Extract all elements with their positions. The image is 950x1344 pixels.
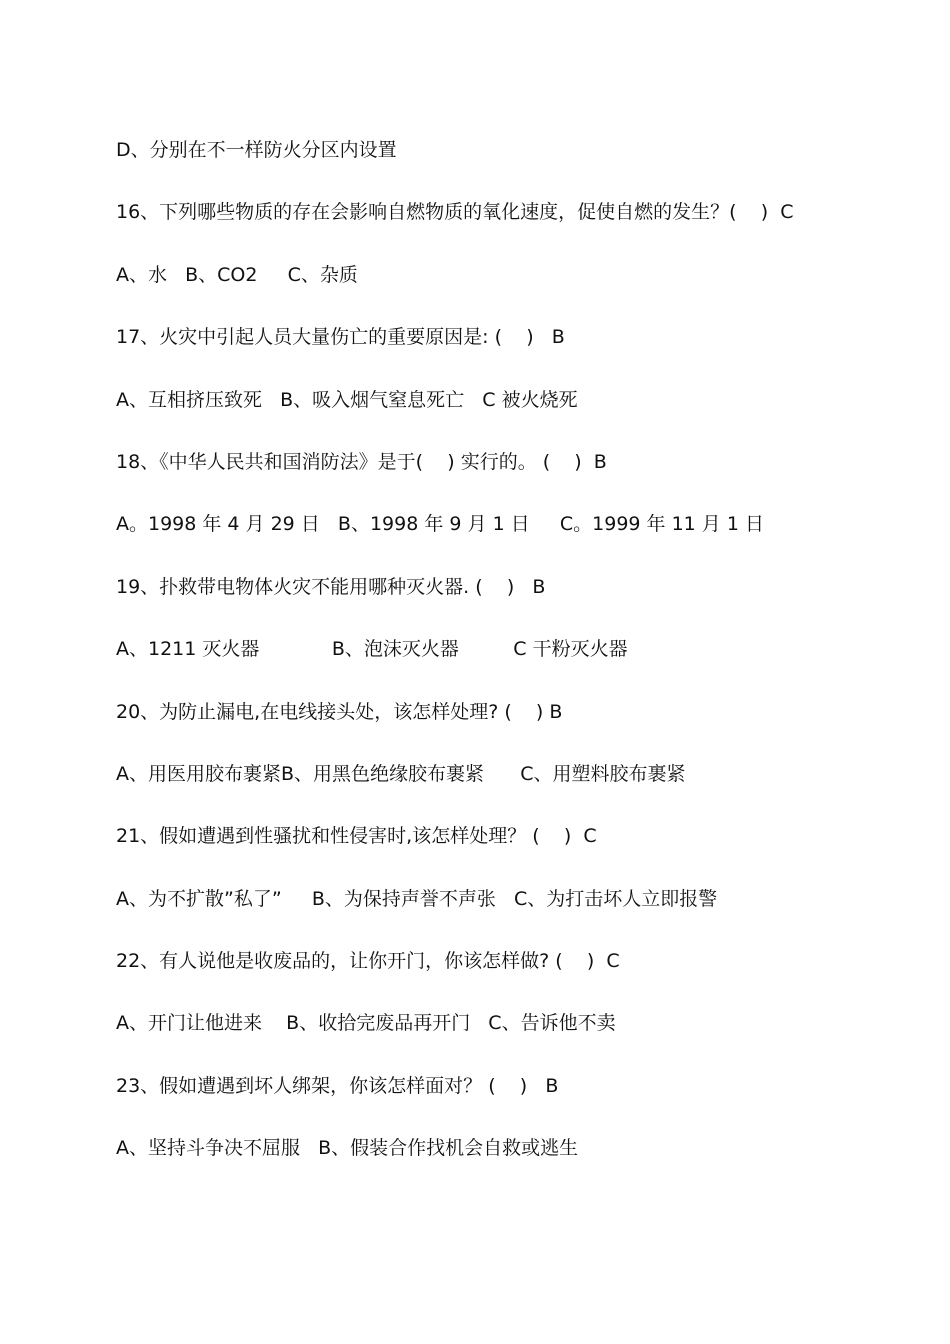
options-23: A、坚持斗争决不屈服 B、假装合作找机会自救或逃生	[116, 1137, 579, 1160]
question-19: 19、扑救带电物体火灾不能用哪种灭火器. ( ) B	[116, 575, 546, 598]
options-18: A。1998 年 4 月 29 日 B、1998 年 9 月 1 日 C。1999 年 11 月 1 日	[116, 513, 764, 536]
option-line-15-d: D、分别在不一样防火分区内设置	[116, 139, 397, 161]
question-16: 16、下列哪些物质的存在会影响自燃物质的氧化速度，促使自燃的发生？( ) C	[116, 201, 794, 224]
options-16: A、水 B、CO2 C、杂质	[116, 263, 358, 286]
options-22: A、开门让他进来 B、收拾完废品再开门 C、告诉他不卖	[116, 1012, 616, 1035]
question-18: 18、《中华人民共和国消防法》是于( ) 实行的。 ( ) B	[116, 450, 607, 473]
question-17: 17、火灾中引起人员大量伤亡的重要原因是: ( ) B	[116, 326, 565, 349]
question-22: 22、有人说他是收废品的，让你开门，你该怎样做? ( ) C	[116, 950, 620, 973]
options-17: A、互相挤压致死 B、吸入烟气窒息死亡 C 被火烧死	[116, 388, 578, 411]
question-list	[116, 137, 916, 1198]
question-20: 20、为防止漏电,在电线接头处，该怎样处理? ( ) B	[116, 700, 563, 723]
options-19: A、1211 灭火器 B、泡沫灭火器 C 干粉灭火器	[116, 638, 628, 661]
question-23: 23、假如遭遇到坏人绑架，你该怎样面对？ ( ) B	[116, 1074, 559, 1097]
question-21: 21、假如遭遇到性骚扰和性侵害时,该怎样处理？ ( ) C	[116, 825, 597, 848]
options-20: A、用医用胶布裹紧B、用黑色绝缘胶布裹紧 C、用塑料胶布裹紧	[116, 762, 686, 785]
options-21: A、为不扩散”私了” B、为保持声誉不声张 C、为打击坏人立即报警	[116, 887, 718, 910]
